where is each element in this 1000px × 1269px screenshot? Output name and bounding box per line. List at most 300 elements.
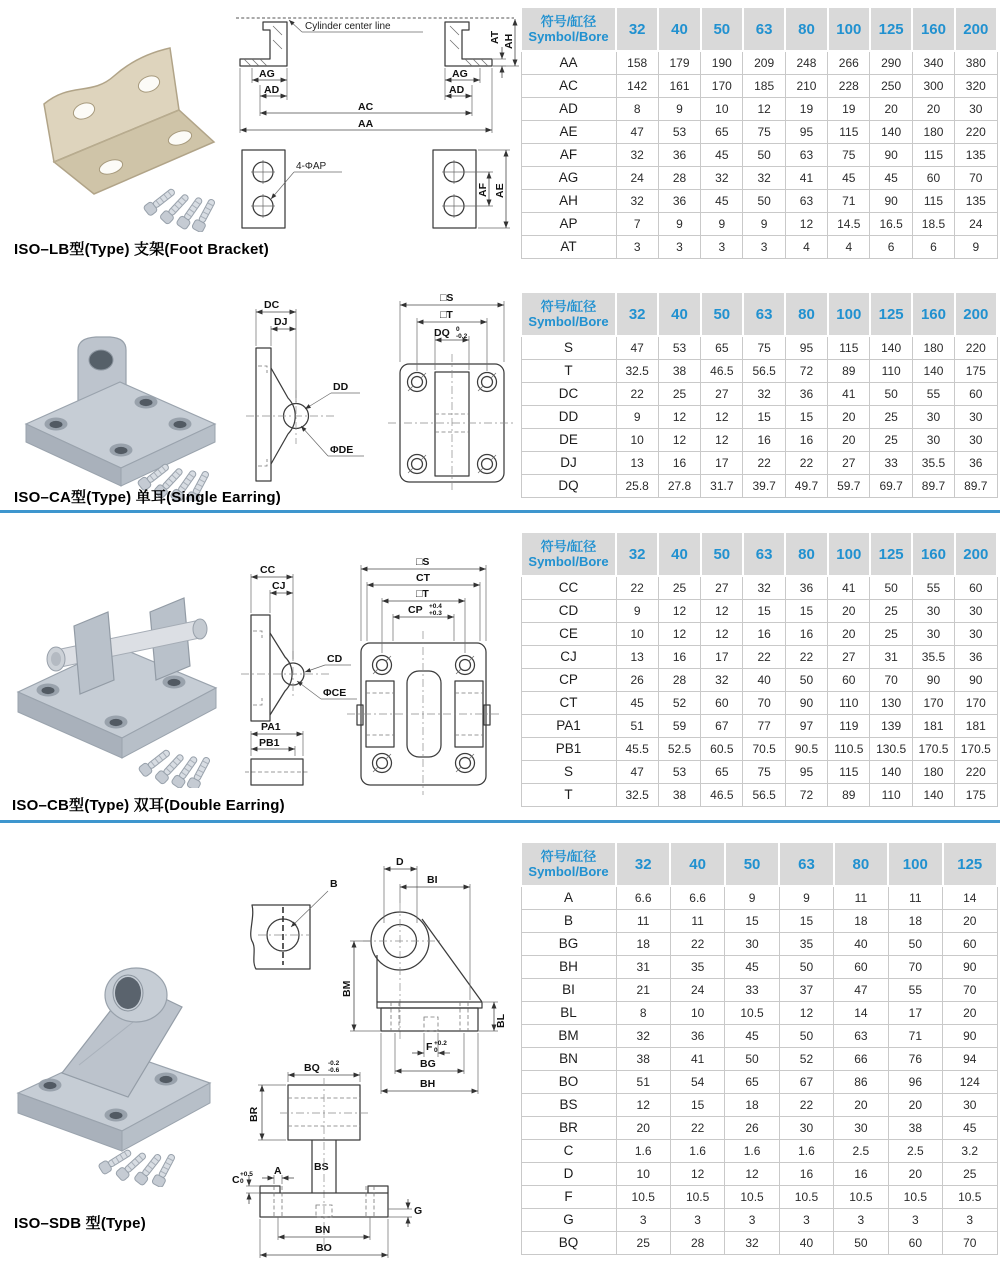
symbol-cell: DE bbox=[521, 428, 616, 451]
value-cell: 140 bbox=[870, 336, 912, 359]
value-cell: 220 bbox=[955, 120, 997, 143]
value-cell: 175 bbox=[955, 783, 997, 806]
value-cell: 33 bbox=[725, 978, 779, 1001]
value-cell: 65 bbox=[701, 336, 743, 359]
symbol-cell: CT bbox=[521, 691, 616, 714]
value-cell: 175 bbox=[955, 359, 997, 382]
symbol-cell: T bbox=[521, 783, 616, 806]
value-cell: 25 bbox=[870, 599, 912, 622]
table-row bbox=[521, 336, 997, 359]
bore-header: 80 bbox=[785, 292, 827, 336]
value-cell: 6.6 bbox=[670, 886, 724, 909]
value-cell: 119 bbox=[828, 714, 870, 737]
value-cell: 28 bbox=[658, 668, 700, 691]
value-cell: 70 bbox=[870, 668, 912, 691]
value-cell: 11 bbox=[670, 909, 724, 932]
value-cell: 50 bbox=[870, 382, 912, 405]
value-cell: 89 bbox=[828, 359, 870, 382]
value-cell: 70 bbox=[888, 955, 942, 978]
value-cell: 12 bbox=[725, 1162, 779, 1185]
value-cell: 75 bbox=[743, 336, 785, 359]
value-cell: 25 bbox=[616, 1231, 670, 1254]
value-cell: 10.5 bbox=[943, 1185, 997, 1208]
value-cell: 32 bbox=[616, 143, 658, 166]
value-cell: 33 bbox=[870, 451, 912, 474]
value-cell: 63 bbox=[834, 1024, 888, 1047]
value-cell: 3 bbox=[701, 235, 743, 258]
dim-label-aa: AA bbox=[358, 118, 374, 130]
table-row bbox=[521, 120, 997, 143]
value-cell: 65 bbox=[701, 120, 743, 143]
dim-label-af: AF bbox=[477, 183, 489, 197]
bore-header: 200 bbox=[955, 7, 997, 51]
bore-header: 80 bbox=[785, 7, 827, 51]
bore-header: 100 bbox=[828, 292, 870, 336]
value-cell: 69.7 bbox=[870, 474, 912, 497]
value-cell: 32.5 bbox=[616, 359, 658, 382]
value-cell: 41 bbox=[828, 576, 870, 599]
dim-label-ah: AH bbox=[503, 33, 515, 49]
value-cell: 26 bbox=[616, 668, 658, 691]
value-cell: 90 bbox=[870, 189, 912, 212]
table-row bbox=[521, 382, 997, 405]
value-cell: 30 bbox=[955, 622, 997, 645]
value-cell: 30 bbox=[834, 1116, 888, 1139]
value-cell: 32 bbox=[616, 1024, 670, 1047]
symbol-cell: A bbox=[521, 886, 616, 909]
value-cell: 52.5 bbox=[658, 737, 700, 760]
value-cell: 161 bbox=[658, 74, 700, 97]
value-cell: 41 bbox=[785, 166, 827, 189]
value-cell: 16 bbox=[834, 1162, 888, 1185]
value-cell: 15 bbox=[785, 599, 827, 622]
table-row bbox=[521, 1208, 997, 1231]
symbol-cell: DC bbox=[521, 382, 616, 405]
value-cell: 16.5 bbox=[870, 212, 912, 235]
symbol-cell: C bbox=[521, 1139, 616, 1162]
section-title-double-earring: ISO–CB型(Type) 双耳(Double Earring) bbox=[12, 797, 285, 814]
value-cell: 45 bbox=[943, 1116, 997, 1139]
value-cell: 209 bbox=[743, 51, 785, 74]
value-cell: 60 bbox=[834, 955, 888, 978]
table-row bbox=[521, 1024, 997, 1047]
dim-label-at: AT bbox=[489, 30, 501, 44]
value-cell: 71 bbox=[888, 1024, 942, 1047]
value-cell: 3 bbox=[616, 235, 658, 258]
value-cell: 75 bbox=[828, 143, 870, 166]
value-cell: 72 bbox=[785, 359, 827, 382]
value-cell: 20 bbox=[912, 97, 954, 120]
value-cell: 60 bbox=[955, 576, 997, 599]
bore-header: 63 bbox=[779, 842, 833, 886]
symbol-cell: AE bbox=[521, 120, 616, 143]
symbol-cell: BI bbox=[521, 978, 616, 1001]
value-cell: 47 bbox=[616, 120, 658, 143]
value-cell: 220 bbox=[955, 760, 997, 783]
value-cell: 320 bbox=[955, 74, 997, 97]
table-row bbox=[521, 1001, 997, 1024]
dim-label-cj: CJ bbox=[272, 580, 286, 592]
symbol-cell: AA bbox=[521, 51, 616, 74]
value-cell: 90 bbox=[943, 955, 997, 978]
symbol-cell: DD bbox=[521, 405, 616, 428]
symbol-cell: T bbox=[521, 359, 616, 382]
section-divider bbox=[0, 820, 1000, 823]
table-row bbox=[521, 474, 997, 497]
value-cell: 210 bbox=[785, 74, 827, 97]
value-cell: 59 bbox=[658, 714, 700, 737]
symbol-cell: D bbox=[521, 1162, 616, 1185]
value-cell: 45 bbox=[828, 166, 870, 189]
value-cell: 53 bbox=[658, 760, 700, 783]
value-cell: 37 bbox=[779, 978, 833, 1001]
value-cell: 89.7 bbox=[912, 474, 954, 497]
symbol-cell: BQ bbox=[521, 1231, 616, 1254]
section-title-sdb-bracket: ISO–SDB 型(Type) bbox=[14, 1215, 146, 1232]
value-cell: 50 bbox=[785, 668, 827, 691]
bore-header: 125 bbox=[870, 532, 912, 576]
value-cell: 30 bbox=[779, 1116, 833, 1139]
value-cell: 95 bbox=[785, 336, 827, 359]
dim-label-ct: CT bbox=[416, 572, 430, 584]
value-cell: 380 bbox=[955, 51, 997, 74]
table-row bbox=[521, 212, 997, 235]
value-cell: 220 bbox=[955, 336, 997, 359]
value-cell: 22 bbox=[785, 451, 827, 474]
value-cell: 51 bbox=[616, 1070, 670, 1093]
value-cell: 47 bbox=[834, 978, 888, 1001]
value-cell: 45 bbox=[870, 166, 912, 189]
value-cell: 95 bbox=[785, 760, 827, 783]
table-row bbox=[521, 955, 997, 978]
value-cell: 40 bbox=[834, 932, 888, 955]
technical-drawing-double-earring bbox=[233, 553, 520, 800]
bore-header: 63 bbox=[743, 7, 785, 51]
dim-label-br: BR bbox=[248, 1106, 260, 1122]
table-row bbox=[521, 405, 997, 428]
value-cell: 41 bbox=[828, 382, 870, 405]
value-cell: 16 bbox=[658, 451, 700, 474]
value-cell: 31 bbox=[616, 955, 670, 978]
table-corner-header: 符号/缸径 Symbol/Bore bbox=[521, 7, 616, 51]
product-photo-double-earring bbox=[4, 562, 236, 788]
value-cell: 55 bbox=[912, 382, 954, 405]
value-cell: 110.5 bbox=[828, 737, 870, 760]
value-cell: 11 bbox=[834, 886, 888, 909]
value-cell: 190 bbox=[701, 51, 743, 74]
table-row bbox=[521, 97, 997, 120]
symbol-cell: DQ bbox=[521, 474, 616, 497]
value-cell: 300 bbox=[912, 74, 954, 97]
dim-label-b: B bbox=[330, 878, 338, 890]
value-cell: 142 bbox=[616, 74, 658, 97]
value-cell: 15 bbox=[779, 909, 833, 932]
table-row bbox=[521, 166, 997, 189]
value-cell: 12 bbox=[743, 97, 785, 120]
product-photo-single-earring bbox=[8, 326, 233, 501]
value-cell: 45 bbox=[701, 143, 743, 166]
foot-bracket-body bbox=[44, 48, 214, 194]
technical-drawing-single-earring bbox=[238, 286, 520, 498]
value-cell: 140 bbox=[912, 783, 954, 806]
value-cell: 1.6 bbox=[779, 1139, 833, 1162]
value-cell: 20 bbox=[828, 622, 870, 645]
value-cell: 31 bbox=[870, 645, 912, 668]
dim-label-f: F bbox=[426, 1041, 433, 1053]
table-row bbox=[521, 978, 997, 1001]
value-cell: 39.7 bbox=[743, 474, 785, 497]
dim-label-bl: BL bbox=[495, 1014, 507, 1028]
value-cell: 32 bbox=[701, 668, 743, 691]
value-cell: 25 bbox=[943, 1162, 997, 1185]
value-cell: 63 bbox=[785, 189, 827, 212]
table-row bbox=[521, 359, 997, 382]
value-cell: 25 bbox=[870, 622, 912, 645]
dim-label-square-t: □T bbox=[416, 588, 429, 600]
bore-header: 32 bbox=[616, 292, 658, 336]
value-cell: 130.5 bbox=[870, 737, 912, 760]
technical-drawing-sdb-bracket bbox=[230, 845, 524, 1263]
value-cell: 41 bbox=[670, 1047, 724, 1070]
value-cell: 8 bbox=[616, 97, 658, 120]
dimension-table-sdb-bracket bbox=[520, 841, 998, 1255]
dim-label-bq: BQ bbox=[304, 1062, 320, 1074]
bore-header: 100 bbox=[828, 7, 870, 51]
bore-header: 160 bbox=[912, 7, 954, 51]
value-cell: 53 bbox=[658, 120, 700, 143]
value-cell: 66 bbox=[834, 1047, 888, 1070]
value-cell: 60 bbox=[701, 691, 743, 714]
value-cell: 19 bbox=[785, 97, 827, 120]
symbol-cell: BO bbox=[521, 1070, 616, 1093]
value-cell: 115 bbox=[828, 120, 870, 143]
value-cell: 10 bbox=[670, 1001, 724, 1024]
value-cell: 18 bbox=[725, 1093, 779, 1116]
dim-label-bs: BS bbox=[314, 1161, 329, 1173]
value-cell: 16 bbox=[779, 1162, 833, 1185]
value-cell: 15 bbox=[725, 909, 779, 932]
value-cell: 38 bbox=[888, 1116, 942, 1139]
value-cell: 89.7 bbox=[955, 474, 997, 497]
value-cell: 30 bbox=[912, 428, 954, 451]
value-cell: 32 bbox=[743, 166, 785, 189]
value-cell: 135 bbox=[955, 189, 997, 212]
value-cell: 50 bbox=[725, 1047, 779, 1070]
value-cell: 59.7 bbox=[828, 474, 870, 497]
table-row bbox=[521, 599, 997, 622]
value-cell: 14.5 bbox=[828, 212, 870, 235]
value-cell: 7 bbox=[616, 212, 658, 235]
symbol-cell: PA1 bbox=[521, 714, 616, 737]
value-cell: 140 bbox=[912, 359, 954, 382]
table-row bbox=[521, 1162, 997, 1185]
dim-label-f-tol-bottom: 0 bbox=[434, 1047, 438, 1054]
value-cell: 10.5 bbox=[779, 1185, 833, 1208]
product-photo-foot-bracket bbox=[8, 12, 230, 232]
value-cell: 10.5 bbox=[670, 1185, 724, 1208]
value-cell: 10 bbox=[701, 97, 743, 120]
value-cell: 12 bbox=[658, 405, 700, 428]
value-cell: 30 bbox=[955, 97, 997, 120]
value-cell: 36 bbox=[670, 1024, 724, 1047]
value-cell: 12 bbox=[616, 1093, 670, 1116]
value-cell: 45 bbox=[725, 1024, 779, 1047]
symbol-cell: AG bbox=[521, 166, 616, 189]
value-cell: 20 bbox=[828, 405, 870, 428]
value-cell: 36 bbox=[955, 645, 997, 668]
symbol-cell: CD bbox=[521, 599, 616, 622]
bore-header: 80 bbox=[785, 532, 827, 576]
value-cell: 24 bbox=[955, 212, 997, 235]
value-cell: 45 bbox=[701, 189, 743, 212]
bore-header: 50 bbox=[725, 842, 779, 886]
value-cell: 110 bbox=[870, 359, 912, 382]
symbol-cell: S bbox=[521, 336, 616, 359]
value-cell: 26 bbox=[725, 1116, 779, 1139]
value-cell: 32 bbox=[701, 166, 743, 189]
bore-header: 50 bbox=[701, 7, 743, 51]
table-row bbox=[521, 886, 997, 909]
value-cell: 12 bbox=[779, 1001, 833, 1024]
technical-drawing-foot-bracket bbox=[230, 2, 520, 240]
dim-label-cp: CP bbox=[408, 604, 423, 616]
bore-header: 32 bbox=[616, 532, 658, 576]
value-cell: 16 bbox=[785, 622, 827, 645]
value-cell: 14 bbox=[834, 1001, 888, 1024]
value-cell: 12 bbox=[658, 428, 700, 451]
value-cell: 27 bbox=[701, 382, 743, 405]
value-cell: 12 bbox=[701, 405, 743, 428]
value-cell: 12 bbox=[701, 599, 743, 622]
value-cell: 20 bbox=[616, 1116, 670, 1139]
value-cell: 3 bbox=[779, 1208, 833, 1231]
value-cell: 28 bbox=[658, 166, 700, 189]
sdb-bracket-body bbox=[18, 968, 210, 1151]
value-cell: 12 bbox=[701, 428, 743, 451]
symbol-cell: AH bbox=[521, 189, 616, 212]
value-cell: 67 bbox=[701, 714, 743, 737]
value-cell: 70 bbox=[955, 166, 997, 189]
symbol-cell: CP bbox=[521, 668, 616, 691]
table-row bbox=[521, 932, 997, 955]
dim-label-cp-tol-bottom: +0.3 bbox=[429, 610, 442, 617]
value-cell: 140 bbox=[870, 120, 912, 143]
section-title-foot-bracket: ISO–LB型(Type) 支架(Foot Bracket) bbox=[14, 241, 269, 258]
value-cell: 45 bbox=[725, 955, 779, 978]
value-cell: 32.5 bbox=[616, 783, 658, 806]
table-row bbox=[521, 714, 997, 737]
bore-header: 50 bbox=[701, 532, 743, 576]
mounting-screws bbox=[138, 747, 213, 788]
table-row bbox=[521, 1047, 997, 1070]
value-cell: 63 bbox=[785, 143, 827, 166]
value-cell: 2.5 bbox=[888, 1139, 942, 1162]
value-cell: 45 bbox=[616, 691, 658, 714]
value-cell: 27.8 bbox=[658, 474, 700, 497]
dim-label-pa1: PA1 bbox=[261, 721, 281, 733]
table-corner-header: 符号/缸径 Symbol/Bore bbox=[521, 842, 616, 886]
table-row bbox=[521, 1070, 997, 1093]
dim-label-dj: DJ bbox=[274, 316, 288, 328]
table-row bbox=[521, 1139, 997, 1162]
symbol-cell: BL bbox=[521, 1001, 616, 1024]
value-cell: 46.5 bbox=[701, 359, 743, 382]
value-cell: 36 bbox=[658, 189, 700, 212]
value-cell: 13 bbox=[616, 451, 658, 474]
value-cell: 10 bbox=[616, 622, 658, 645]
value-cell: 185 bbox=[743, 74, 785, 97]
value-cell: 36 bbox=[785, 576, 827, 599]
value-cell: 2.5 bbox=[834, 1139, 888, 1162]
value-cell: 4 bbox=[828, 235, 870, 258]
value-cell: 65 bbox=[701, 760, 743, 783]
value-cell: 9 bbox=[779, 886, 833, 909]
value-cell: 20 bbox=[828, 599, 870, 622]
dim-label-ad-right: AD bbox=[449, 84, 465, 96]
value-cell: 1.6 bbox=[725, 1139, 779, 1162]
value-cell: 86 bbox=[834, 1070, 888, 1093]
table-row bbox=[521, 1185, 997, 1208]
value-cell: 56.5 bbox=[743, 783, 785, 806]
symbol-cell: AP bbox=[521, 212, 616, 235]
value-cell: 180 bbox=[912, 336, 954, 359]
symbol-cell: AC bbox=[521, 74, 616, 97]
value-cell: 71 bbox=[828, 189, 870, 212]
symbol-cell: PB1 bbox=[521, 737, 616, 760]
symbol-cell: CJ bbox=[521, 645, 616, 668]
value-cell: 181 bbox=[955, 714, 997, 737]
value-cell: 36 bbox=[658, 143, 700, 166]
dim-label-cd: CD bbox=[327, 653, 343, 665]
value-cell: 56.5 bbox=[743, 359, 785, 382]
value-cell: 75 bbox=[743, 760, 785, 783]
value-cell: 90 bbox=[943, 1024, 997, 1047]
value-cell: 18 bbox=[616, 932, 670, 955]
value-cell: 170 bbox=[701, 74, 743, 97]
value-cell: 9 bbox=[701, 212, 743, 235]
table-row bbox=[521, 909, 997, 932]
table-row bbox=[521, 691, 997, 714]
value-cell: 16 bbox=[785, 428, 827, 451]
bore-header: 160 bbox=[912, 532, 954, 576]
value-cell: 35.5 bbox=[912, 451, 954, 474]
value-cell: 21 bbox=[616, 978, 670, 1001]
value-cell: 1.6 bbox=[670, 1139, 724, 1162]
value-cell: 25 bbox=[658, 576, 700, 599]
value-cell: 3 bbox=[888, 1208, 942, 1231]
value-cell: 50 bbox=[779, 1024, 833, 1047]
value-cell: 30 bbox=[955, 405, 997, 428]
value-cell: 228 bbox=[828, 74, 870, 97]
dim-label-ap: 4-ΦAP bbox=[296, 161, 327, 172]
table-row bbox=[521, 451, 997, 474]
dim-label-a: A bbox=[274, 1165, 282, 1177]
value-cell: 17 bbox=[701, 451, 743, 474]
bore-header: 160 bbox=[912, 292, 954, 336]
value-cell: 20 bbox=[828, 428, 870, 451]
value-cell: 15 bbox=[785, 405, 827, 428]
table-row bbox=[521, 668, 997, 691]
value-cell: 3 bbox=[834, 1208, 888, 1231]
value-cell: 36 bbox=[785, 382, 827, 405]
dim-label-d: D bbox=[396, 856, 404, 868]
value-cell: 12 bbox=[670, 1162, 724, 1185]
value-cell: 30 bbox=[943, 1093, 997, 1116]
value-cell: 250 bbox=[870, 74, 912, 97]
value-cell: 22 bbox=[743, 451, 785, 474]
value-cell: 18.5 bbox=[912, 212, 954, 235]
value-cell: 38 bbox=[658, 783, 700, 806]
